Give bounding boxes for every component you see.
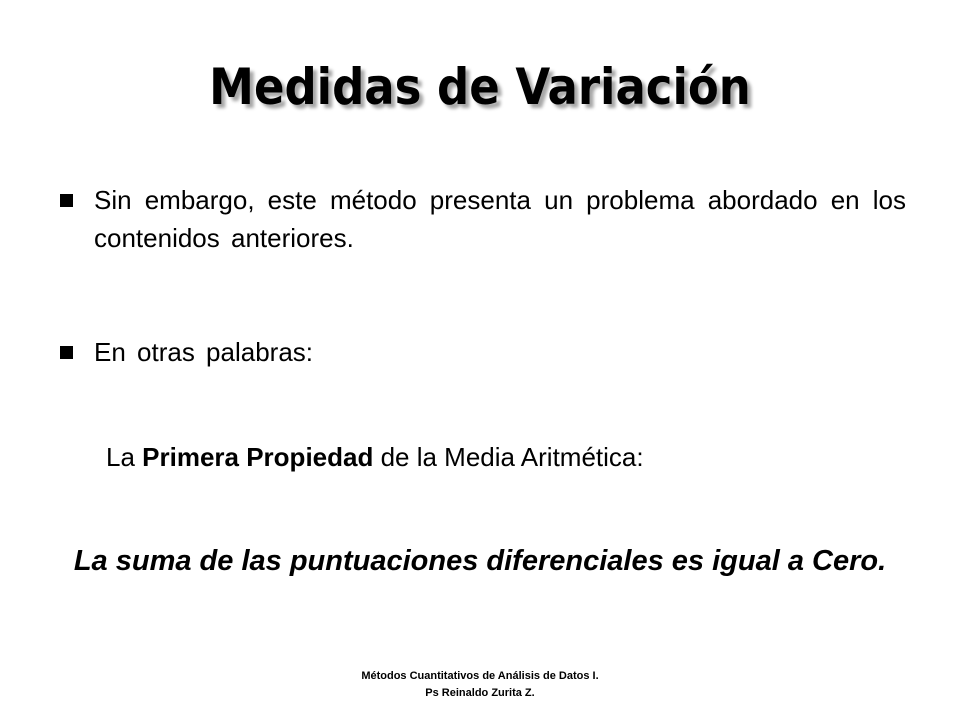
emphasis-statement: La suma de las puntuaciones diferenciales es igual a Cero.: [73, 545, 887, 577]
property-line: [106, 442, 644, 473]
square-bullet-icon: [60, 346, 73, 359]
bullet-text: En otras palabras:: [94, 337, 314, 367]
slide-title: Medidas de Variación: [209, 58, 751, 116]
footer-course: Métodos Cuantitativos de Análisis de Datos I.: [361, 670, 599, 682]
property-strong: Primera Propiedad: [142, 442, 374, 472]
bullet-item: [60, 181, 906, 257]
footer: [0, 668, 960, 702]
square-bullet-icon: [60, 194, 73, 207]
property-prefix: La: [106, 442, 143, 472]
bullet-text: Sin embargo, este método presenta un problema abordado en los contenidos anteriores.: [94, 185, 906, 253]
bullet-item: [60, 333, 906, 371]
footer-author: Ps Reinaldo Zurita Z.: [425, 687, 535, 699]
property-suffix: de la Media Aritmética:: [373, 442, 644, 472]
